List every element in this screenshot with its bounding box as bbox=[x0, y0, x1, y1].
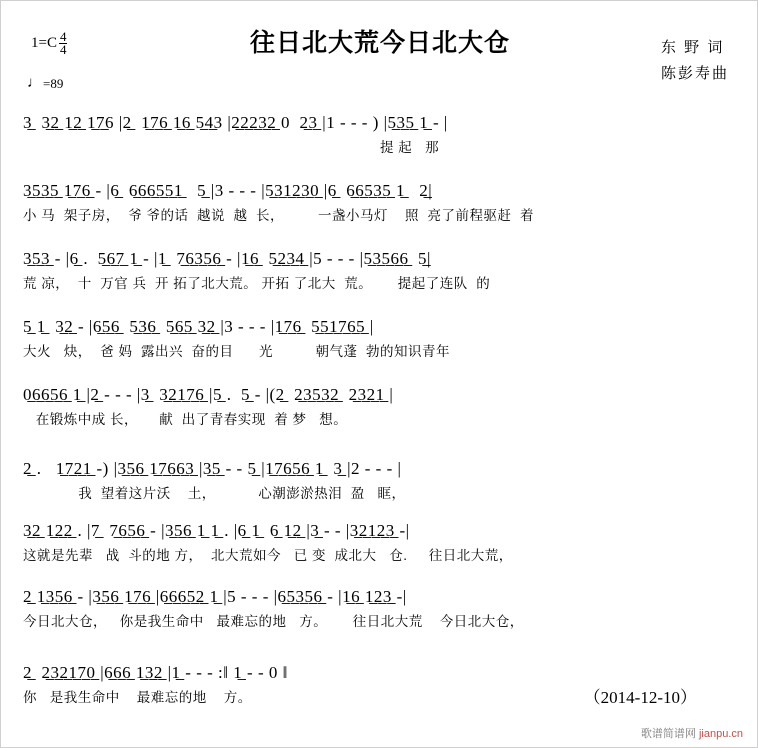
song-title: 往日北大荒今日北大仓 bbox=[249, 29, 510, 57]
lyrics-line: 今日北大仓， 你是我生命中 最难忘的地 方。 往日北大荒 今日北大仓， bbox=[23, 614, 524, 629]
lyrics-line: 大火 炔， 爸 妈 露出兴 奋的目 光 朝气蓬 勃的知识青年 bbox=[23, 344, 451, 359]
notation-line: 2̲ 2̲3̲2̲1̲7̲0̲ |6̲6̲6̲ 1̲3̲2̲ |1̲ - - - :‖ 1̲ - - 0 ‖ bbox=[23, 663, 288, 682]
music-system bbox=[23, 521, 739, 564]
music-system bbox=[23, 459, 739, 502]
notation-line: 3̲5̲3̲ - |6̲ . 5̲6̲7̲ 1̲ - |1̲ 7̲6̲3̲5̲6̲ - |1̲6̲ 5̲2̲3̲4̲ |5 - - - |5̲3̲5̲6̲6̲ 5̲| bbox=[23, 249, 431, 268]
credits bbox=[661, 35, 729, 88]
composer-credit: 陈彭寿曲 bbox=[660, 65, 729, 83]
tempo-value: =89 bbox=[43, 75, 64, 91]
lyrics-line: 小 马 架子房， 爷 爷的话 越说 越 长， 一盏小马灯 照 亮了前程驱赶 着 bbox=[23, 208, 535, 223]
composition-date: （2014-12-10） bbox=[583, 688, 697, 707]
notation-line: 3̲ 3̲2̲ 1̲2̲ 1̲7̲6 |2̲ 1̲7̲6̲ 1̲6̲ 5̲4̲3 |2̲2̲2̲3̲2̲ 0 2̲3̲ |1 - - - ) |5̲3̲5̲ 1̲ - | bbox=[23, 113, 448, 132]
lyrics-line: 在锻炼中成 长， 献 出了青春实现 着 梦 想。 bbox=[23, 412, 348, 427]
notation-line: 3̲2̲ 1̲2̲2̲ . |7̲ 7̲6̲5̲6̲ - |3̲5̲6̲ 1̲ 1̲ . |6̲ 1̲ 6̲ 1̲2̲ |3̲ - - |3̲2̲1̲2̲3̲ -| bbox=[23, 521, 410, 540]
notation-line: 5̲ 1̲ 3̲2̲ - |6̲5̲6̲ 5̲3̲6̲ 5̲6̲5̲ 3̲2̲ |3 - - - |1̲7̲6̲ 5̲5̲1̲7̲6̲5̲ | bbox=[23, 317, 374, 336]
music-system bbox=[23, 249, 739, 292]
music-system bbox=[23, 317, 739, 360]
time-signature-denominator: 4 bbox=[59, 42, 67, 58]
watermark-label: 歌谱简谱网 bbox=[640, 728, 699, 740]
notation-line: 3̲5̲3̲5̲ 1̲7̲6̲ - |6̲ 6̲6̲6̲5̲5̲1̲ 5̲ |3 - - - |5̲3̲1̲2̲3̲0̲ |6̲ 6̲6̲5̲3̲5̲ 1̲ 2̲| bbox=[23, 181, 433, 200]
notation-line: 0̲6̲6̲5̲6̲ 1̲ |2̲ - - - |3̲ 3̲2̲1̲7̲6̲ |5̲ . 5̲ - |(2̲ 2̲3̲5̲3̲2̲ 2̲3̲2̲1̲ | bbox=[23, 385, 394, 404]
tempo-marking bbox=[27, 75, 63, 92]
key-label: 1=C bbox=[31, 35, 57, 52]
lyrics-line: 你 是我生命中 最难忘的地 方。 bbox=[23, 690, 252, 705]
notation-line: 2̲ 1̲3̲5̲6̲ - |3̲5̲6̲ 1̲7̲6̲ |6̲6̲6̲5̲2̲ 1̲ |5 - - - |6̲5̲3̲5̲6̲ - |1̲6̲ 1̲2̲3̲ -| bbox=[23, 587, 407, 606]
music-system bbox=[23, 181, 739, 224]
lyrics-line: 我 望着这片沃 土， 心潮澎淤热泪 盈 眶， bbox=[23, 486, 406, 501]
music-system bbox=[23, 113, 739, 156]
watermark-site: jianpu.cn bbox=[698, 728, 743, 740]
watermark bbox=[641, 725, 743, 741]
quarter-note-icon: ♩ bbox=[27, 75, 42, 91]
lyricist-credit: 东 野 词 bbox=[660, 39, 725, 56]
notation-line: 2̲ . 1̲7̲2̲1̲ -) |3̲5̲6̲ 1̲7̲6̲6̲3̲ |3̲5̲ - - 5̲ |1̲7̲6̲5̲6̲ 1̲ 3̲ |2 - - - | bbox=[23, 459, 402, 478]
lyrics-line: 这就是先辈 战 斗的地 方， 北大荒如今 已 变 成北大 仓. 往日北大荒， bbox=[23, 548, 513, 563]
music-system bbox=[23, 587, 739, 630]
lyrics-line: 荒 凉， 十 万官 兵 开 拓了北大荒。 开拓 了北大 荒。 提起了连队 的 bbox=[23, 276, 491, 291]
time-signature-numerator: 4 bbox=[59, 29, 67, 44]
lyrics-line: 提 起 那 bbox=[23, 140, 440, 155]
music-system bbox=[23, 385, 739, 428]
